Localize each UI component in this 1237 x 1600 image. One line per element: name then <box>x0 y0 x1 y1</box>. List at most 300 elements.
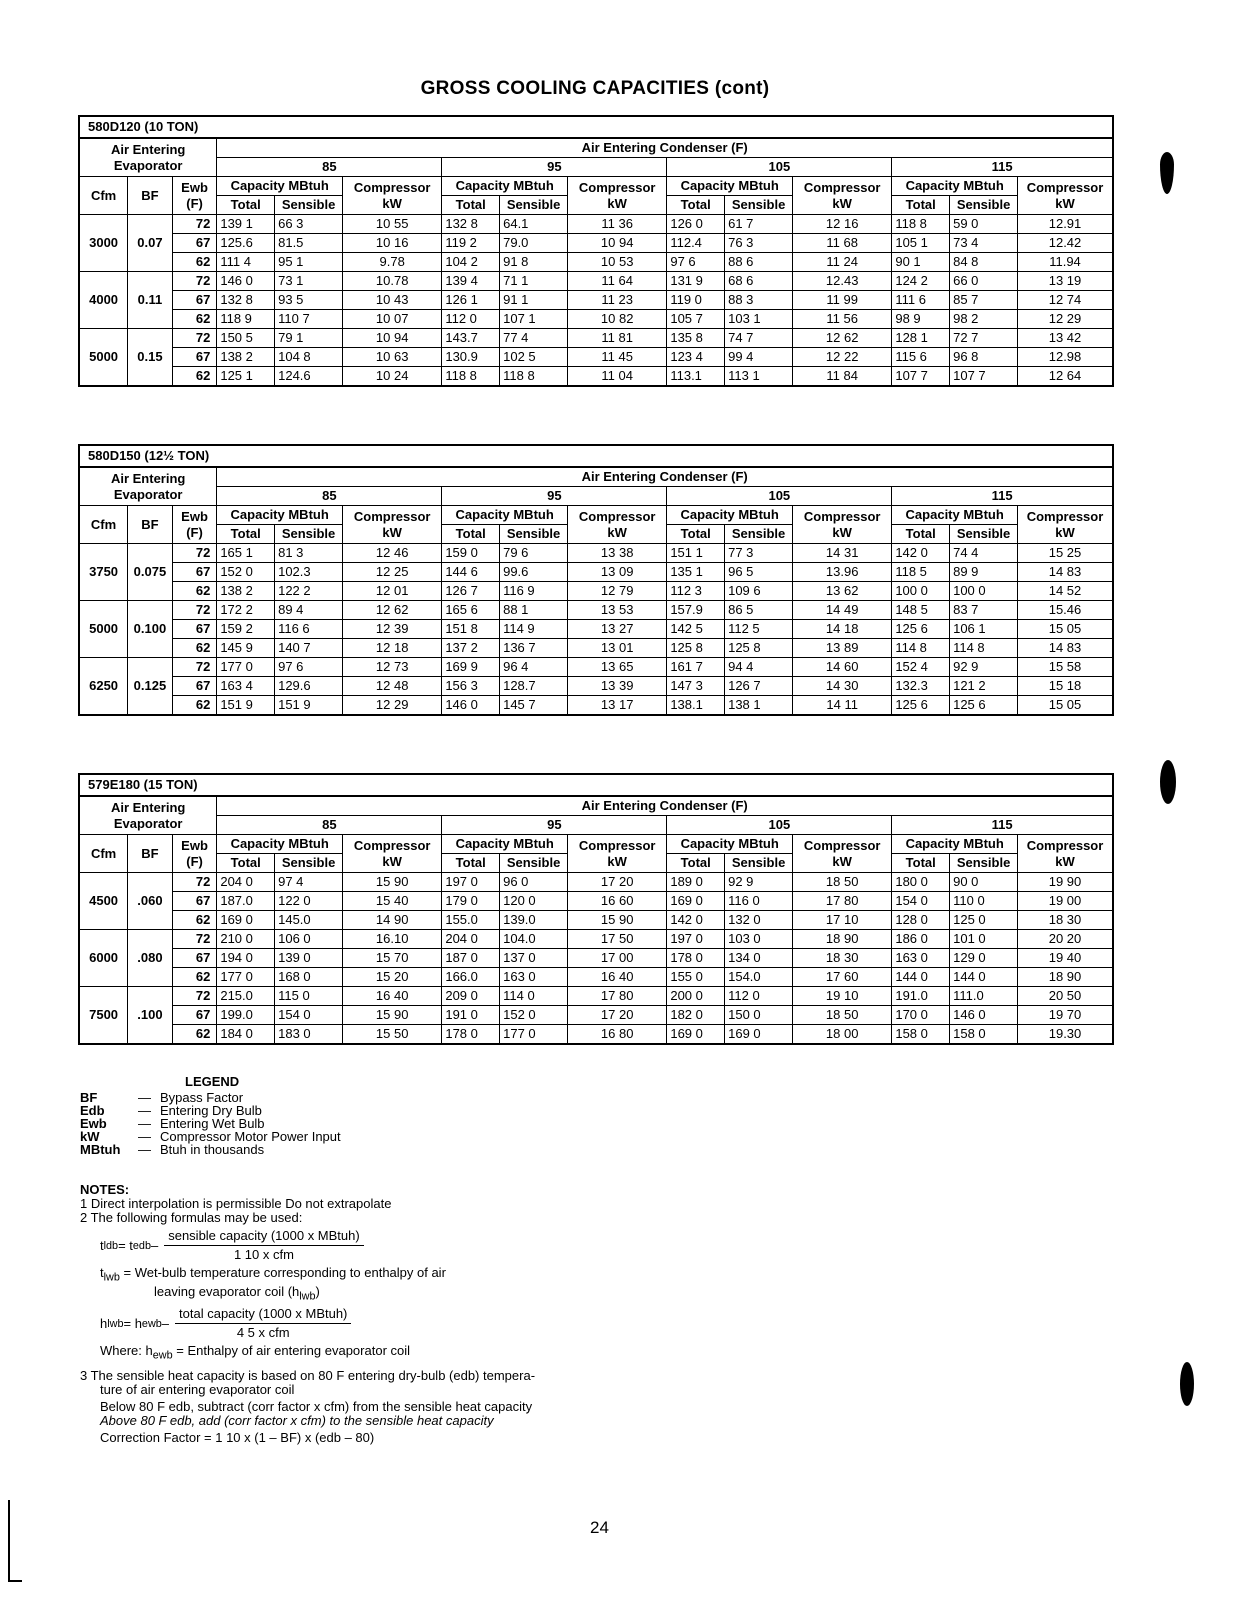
condenser-temp-header: 115 <box>892 487 1113 506</box>
compressor-kw-value: 14 18 <box>793 620 892 639</box>
total-capacity-value: 111 4 <box>217 253 275 272</box>
sensible-capacity-value: 163 0 <box>500 968 568 987</box>
total-capacity-value: 161 7 <box>667 658 725 677</box>
table-580d150 <box>78 444 1114 716</box>
total-capacity-value: 142 5 <box>667 620 725 639</box>
air-entering-evaporator-header: Air Entering Evaporator <box>79 138 217 177</box>
total-capacity-value: 169 0 <box>667 892 725 911</box>
compressor-kw-value: 12 22 <box>793 348 892 367</box>
sensible-capacity-value: 116 0 <box>725 892 793 911</box>
sensible-capacity-value: 85 7 <box>950 291 1018 310</box>
sensible-capacity-value: 151 9 <box>275 696 343 716</box>
ewb-header: Ewb (F) <box>172 177 217 215</box>
compressor-kw-value: 11 68 <box>793 234 892 253</box>
ewb-header: Ewb (F) <box>172 835 217 873</box>
compressor-kw-value: 20 50 <box>1018 987 1113 1006</box>
bf-value: 0.07 <box>128 215 173 272</box>
total-capacity-value: 105 7 <box>667 310 725 329</box>
sensible-capacity-value: 177 0 <box>500 1025 568 1045</box>
total-capacity-value: 124 2 <box>892 272 950 291</box>
ewb-value: 72 <box>172 544 217 563</box>
ewb-value: 67 <box>172 949 217 968</box>
sensible-capacity-value: 169 0 <box>725 1025 793 1045</box>
total-header: Total <box>667 854 725 873</box>
compressor-kw-value: 12 16 <box>793 215 892 234</box>
condenser-temp-header: 95 <box>442 158 667 177</box>
total-capacity-value: 180 0 <box>892 873 950 892</box>
cfm-value: 3750 <box>79 544 128 601</box>
sensible-capacity-value: 124.6 <box>275 367 343 387</box>
compressor-kw-value: 13 38 <box>568 544 667 563</box>
table-row <box>79 930 1113 949</box>
compressor-kw-value: 11 04 <box>568 367 667 387</box>
compressor-kw-value: 12 73 <box>343 658 442 677</box>
sensible-capacity-value: 113 1 <box>725 367 793 387</box>
total-capacity-value: 197 0 <box>442 873 500 892</box>
total-capacity-value: 143.7 <box>442 329 500 348</box>
compressor-kw-value: 19 90 <box>1018 873 1113 892</box>
compressor-kw-value: 11 81 <box>568 329 667 348</box>
compressor-kw-value: 12.42 <box>1018 234 1113 253</box>
sensible-capacity-value: 89 4 <box>275 601 343 620</box>
table-row <box>79 272 1113 291</box>
compressor-kw-value: 12 62 <box>793 329 892 348</box>
total-capacity-value: 142 0 <box>892 544 950 563</box>
ewb-value: 67 <box>172 291 217 310</box>
table-row <box>79 348 1113 367</box>
sensible-header: Sensible <box>500 196 568 215</box>
sensible-header: Sensible <box>725 196 793 215</box>
compressor-kw-value: 14 83 <box>1018 563 1114 582</box>
compressor-kw-value: 18 00 <box>793 1025 892 1045</box>
capacity-header: Capacity MBtuh <box>667 835 793 854</box>
compressor-kw-value: 18 30 <box>793 949 892 968</box>
compressor-header: Compressor kW <box>1018 177 1113 215</box>
ewb-value: 67 <box>172 348 217 367</box>
sensible-capacity-value: 86 5 <box>725 601 793 620</box>
total-header: Total <box>217 525 275 544</box>
capacity-header: Capacity MBtuh <box>217 506 343 525</box>
total-capacity-value: 151 8 <box>442 620 500 639</box>
compressor-kw-value: 12 79 <box>568 582 667 601</box>
sensible-capacity-value: 73 4 <box>950 234 1018 253</box>
table-row <box>79 1025 1113 1045</box>
air-entering-evaporator-header: Air Entering Evaporator <box>79 467 217 506</box>
bf-header: BF <box>128 506 173 544</box>
compressor-kw-value: 18 90 <box>793 930 892 949</box>
table-row <box>79 658 1113 677</box>
sensible-capacity-value: 114 8 <box>950 639 1018 658</box>
compressor-kw-value: 15.46 <box>1018 601 1114 620</box>
compressor-header: Compressor kW <box>568 835 667 873</box>
total-capacity-value: 130.9 <box>442 348 500 367</box>
total-capacity-value: 150 5 <box>217 329 275 348</box>
table-row <box>79 601 1113 620</box>
total-capacity-value: 197 0 <box>667 930 725 949</box>
total-capacity-value: 126 7 <box>442 582 500 601</box>
sensible-capacity-value: 97 6 <box>275 658 343 677</box>
sensible-capacity-value: 134 0 <box>725 949 793 968</box>
cfm-value: 6000 <box>79 930 128 987</box>
compressor-kw-value: 13 62 <box>793 582 892 601</box>
total-capacity-value: 132.3 <box>892 677 950 696</box>
compressor-kw-value: 12 62 <box>343 601 442 620</box>
sensible-capacity-value: 152 0 <box>500 1006 568 1025</box>
total-capacity-value: 194 0 <box>217 949 275 968</box>
total-capacity-value: 159 0 <box>442 544 500 563</box>
compressor-kw-value: 11 36 <box>568 215 667 234</box>
compressor-kw-value: 14 52 <box>1018 582 1114 601</box>
total-capacity-value: 142 0 <box>667 911 725 930</box>
total-capacity-value: 158 0 <box>892 1025 950 1045</box>
sensible-capacity-value: 139.0 <box>500 911 568 930</box>
table-row <box>79 639 1113 658</box>
total-capacity-value: 147 3 <box>667 677 725 696</box>
table-row <box>79 968 1113 987</box>
condenser-temp-header: 105 <box>667 158 892 177</box>
ewb-value: 72 <box>172 873 217 892</box>
sensible-header: Sensible <box>725 525 793 544</box>
total-capacity-value: 215.0 <box>217 987 275 1006</box>
total-header: Total <box>892 525 950 544</box>
compressor-kw-value: 17 60 <box>793 968 892 987</box>
sensible-capacity-value: 110 7 <box>275 310 343 329</box>
bf-value: .060 <box>128 873 173 930</box>
sensible-capacity-value: 118 8 <box>500 367 568 387</box>
capacity-header: Capacity MBtuh <box>442 506 568 525</box>
compressor-kw-value: 11 23 <box>568 291 667 310</box>
sensible-capacity-value: 76 3 <box>725 234 793 253</box>
bf-value: 0.11 <box>128 272 173 329</box>
table-row <box>79 696 1113 716</box>
bf-value: 0.15 <box>128 329 173 387</box>
compressor-kw-value: 16 40 <box>343 987 442 1006</box>
compressor-kw-value: 10 82 <box>568 310 667 329</box>
formula-tldb: t ldb = t edb – $\frac{\text{sensible capacity (1000 x MBtuh)}}{\text{1 10 x cfm}}$ <box>100 1229 640 1262</box>
cfm-value: 5000 <box>79 329 128 387</box>
compressor-kw-value: 19.30 <box>1018 1025 1113 1045</box>
sensible-capacity-value: 106 0 <box>275 930 343 949</box>
compressor-kw-value: 11.94 <box>1018 253 1113 272</box>
sensible-capacity-value: 102.3 <box>275 563 343 582</box>
scan-mark <box>1160 152 1174 194</box>
cfm-header: Cfm <box>79 506 128 544</box>
compressor-kw-value: 11 45 <box>568 348 667 367</box>
air-entering-evaporator-header: Air Entering Evaporator <box>79 796 217 835</box>
condenser-temp-header: 105 <box>667 487 892 506</box>
table-row <box>79 329 1113 348</box>
total-capacity-value: 155 0 <box>667 968 725 987</box>
fraction: $\frac{\text{total capacity (1000 x MBtuh)}}{\text{4 5 x cfm}}$ <box>175 1307 351 1340</box>
ewb-value: 67 <box>172 234 217 253</box>
total-capacity-value: 128 0 <box>892 911 950 930</box>
sensible-capacity-value: 150 0 <box>725 1006 793 1025</box>
sensible-capacity-value: 146 0 <box>950 1006 1018 1025</box>
notes-title: NOTES: <box>80 1182 130 1197</box>
bf-header: BF <box>128 177 173 215</box>
table-row <box>79 563 1113 582</box>
scan-mark <box>1160 760 1176 804</box>
table-row <box>79 215 1113 234</box>
sensible-capacity-value: 111.0 <box>950 987 1018 1006</box>
compressor-kw-value: 15 40 <box>343 892 442 911</box>
compressor-kw-value: 17 00 <box>568 949 667 968</box>
table-row <box>79 367 1113 387</box>
note-2: 2 The following formulas may be used: <box>80 1210 303 1225</box>
total-capacity-value: 113.1 <box>667 367 725 387</box>
compressor-kw-value: 16.10 <box>343 930 442 949</box>
ewb-value: 72 <box>172 272 217 291</box>
compressor-kw-value: 14 49 <box>793 601 892 620</box>
sensible-capacity-value: 79 1 <box>275 329 343 348</box>
total-capacity-value: 145 9 <box>217 639 275 658</box>
total-capacity-value: 163 4 <box>217 677 275 696</box>
air-entering-condenser-header: Air Entering Condenser (F) <box>217 796 1113 816</box>
total-capacity-value: 187.0 <box>217 892 275 911</box>
compressor-kw-value: 15 90 <box>343 1006 442 1025</box>
note-3a: 3 The sensible heat capacity is based on 80 F entering dry-bulb (edb) tempera- <box>80 1367 536 1383</box>
sensible-capacity-value: 77 4 <box>500 329 568 348</box>
sensible-capacity-value: 132 0 <box>725 911 793 930</box>
capacity-table <box>78 773 1114 1045</box>
total-capacity-value: 191 0 <box>442 1006 500 1025</box>
sensible-capacity-value: 99.6 <box>500 563 568 582</box>
compressor-kw-value: 10 55 <box>343 215 442 234</box>
total-capacity-value: 112 3 <box>667 582 725 601</box>
capacity-table <box>78 444 1114 716</box>
total-capacity-value: 157.9 <box>667 601 725 620</box>
capacity-header: Capacity MBtuh <box>442 835 568 854</box>
sensible-capacity-value: 120 0 <box>500 892 568 911</box>
total-capacity-value: 123 4 <box>667 348 725 367</box>
sensible-capacity-value: 92 9 <box>725 873 793 892</box>
sensible-capacity-value: 66 3 <box>275 215 343 234</box>
total-capacity-value: 104 2 <box>442 253 500 272</box>
sensible-capacity-value: 64.1 <box>500 215 568 234</box>
total-capacity-value: 146 0 <box>442 696 500 716</box>
total-capacity-value: 125 6 <box>892 696 950 716</box>
compressor-kw-value: 10 63 <box>343 348 442 367</box>
legend <box>80 1075 341 1156</box>
table-580d120 <box>78 115 1114 387</box>
compressor-kw-value: 19 10 <box>793 987 892 1006</box>
table-row <box>79 582 1113 601</box>
capacity-header: Capacity MBtuh <box>667 177 793 196</box>
total-capacity-value: 178 0 <box>667 949 725 968</box>
compressor-kw-value: 14 90 <box>343 911 442 930</box>
total-capacity-value: 146 0 <box>217 272 275 291</box>
compressor-kw-value: 15 90 <box>343 873 442 892</box>
total-header: Total <box>442 196 500 215</box>
sensible-capacity-value: 84 8 <box>950 253 1018 272</box>
total-capacity-value: 138 2 <box>217 582 275 601</box>
sensible-capacity-value: 144 0 <box>950 968 1018 987</box>
total-capacity-value: 114 8 <box>892 639 950 658</box>
bf-value: 0.075 <box>128 544 173 601</box>
sensible-header: Sensible <box>500 854 568 873</box>
compressor-kw-value: 10.78 <box>343 272 442 291</box>
page-title: GROSS COOLING CAPACITIES (cont) <box>420 78 770 99</box>
compressor-kw-value: 11 24 <box>793 253 892 272</box>
sensible-capacity-value: 94 4 <box>725 658 793 677</box>
sensible-capacity-value: 138 1 <box>725 696 793 716</box>
sensible-capacity-value: 81 3 <box>275 544 343 563</box>
compressor-kw-value: 12.43 <box>793 272 892 291</box>
condenser-temp-header: 105 <box>667 816 892 835</box>
sensible-capacity-value: 66 0 <box>950 272 1018 291</box>
ewb-value: 67 <box>172 620 217 639</box>
sensible-capacity-value: 128.7 <box>500 677 568 696</box>
total-capacity-value: 98 9 <box>892 310 950 329</box>
total-capacity-value: 199.0 <box>217 1006 275 1025</box>
compressor-kw-value: 13 89 <box>793 639 892 658</box>
cfm-value: 5000 <box>79 601 128 658</box>
cfm-value: 3000 <box>79 215 128 272</box>
notes <box>80 1183 640 1445</box>
compressor-kw-value: 19 00 <box>1018 892 1113 911</box>
compressor-header: Compressor kW <box>343 177 442 215</box>
condenser-temp-header: 85 <box>217 158 442 177</box>
ewb-value: 72 <box>172 329 217 348</box>
total-capacity-value: 135 1 <box>667 563 725 582</box>
ewb-value: 62 <box>172 968 217 987</box>
compressor-kw-value: 13 65 <box>568 658 667 677</box>
compressor-kw-value: 12.98 <box>1018 348 1113 367</box>
compressor-kw-value: 12 18 <box>343 639 442 658</box>
table-row <box>79 253 1113 272</box>
condenser-temp-header: 85 <box>217 816 442 835</box>
total-capacity-value: 170 0 <box>892 1006 950 1025</box>
sensible-capacity-value: 71 1 <box>500 272 568 291</box>
table-row <box>79 291 1113 310</box>
sensible-capacity-value: 88 1 <box>500 601 568 620</box>
cfm-header: Cfm <box>79 835 128 873</box>
compressor-kw-value: 19 70 <box>1018 1006 1113 1025</box>
sensible-capacity-value: 79.0 <box>500 234 568 253</box>
total-capacity-value: 112.4 <box>667 234 725 253</box>
ewb-value: 67 <box>172 677 217 696</box>
ewb-value: 62 <box>172 310 217 329</box>
total-capacity-value: 156 3 <box>442 677 500 696</box>
ewb-value: 62 <box>172 639 217 658</box>
bf-value: .080 <box>128 930 173 987</box>
total-capacity-value: 152 4 <box>892 658 950 677</box>
ewb-value: 72 <box>172 658 217 677</box>
total-capacity-value: 169 0 <box>667 1025 725 1045</box>
compressor-header: Compressor kW <box>1018 506 1114 544</box>
sensible-capacity-value: 154.0 <box>725 968 793 987</box>
compressor-header: Compressor kW <box>568 177 667 215</box>
fraction: $\frac{\text{sensible capacity (1000 x MBtuh)}}{\text{1 10 x cfm}}$ <box>164 1229 363 1262</box>
bf-value: .100 <box>128 987 173 1045</box>
sensible-header: Sensible <box>275 525 343 544</box>
legend-item: Edb — Entering Dry Bulb <box>80 1103 262 1118</box>
sensible-capacity-value: 61 7 <box>725 215 793 234</box>
compressor-kw-value: 15 58 <box>1018 658 1114 677</box>
sensible-capacity-value: 90 0 <box>950 873 1018 892</box>
compressor-kw-value: 10 94 <box>343 329 442 348</box>
sensible-capacity-value: 79 6 <box>500 544 568 563</box>
compressor-kw-value: 17 50 <box>568 930 667 949</box>
compressor-kw-value: 17 80 <box>568 987 667 1006</box>
sensible-capacity-value: 109 6 <box>725 582 793 601</box>
total-header: Total <box>892 854 950 873</box>
total-capacity-value: 97 6 <box>667 253 725 272</box>
sensible-capacity-value: 125 0 <box>950 911 1018 930</box>
compressor-kw-value: 19 40 <box>1018 949 1113 968</box>
compressor-kw-value: 12 74 <box>1018 291 1113 310</box>
compressor-kw-value: 18 50 <box>793 1006 892 1025</box>
total-capacity-value: 178 0 <box>442 1025 500 1045</box>
total-header: Total <box>442 525 500 544</box>
sensible-header: Sensible <box>275 196 343 215</box>
total-capacity-value: 125 6 <box>892 620 950 639</box>
total-capacity-value: 177 0 <box>217 658 275 677</box>
total-capacity-value: 154 0 <box>892 892 950 911</box>
compressor-header: Compressor kW <box>793 177 892 215</box>
compressor-kw-value: 12 29 <box>1018 310 1113 329</box>
sensible-capacity-value: 74 7 <box>725 329 793 348</box>
sensible-header: Sensible <box>275 854 343 873</box>
compressor-kw-value: 14 30 <box>793 677 892 696</box>
condenser-temp-header: 115 <box>892 816 1113 835</box>
sensible-header: Sensible <box>500 525 568 544</box>
ewb-value: 72 <box>172 601 217 620</box>
total-capacity-value: 138.1 <box>667 696 725 716</box>
compressor-kw-value: 11 56 <box>793 310 892 329</box>
total-capacity-value: 159 2 <box>217 620 275 639</box>
tlwb-definition: $t_{lwb}$ = Wet-bulb temperature corresponding to enthalpy of air leaving evaporator coil $(h_{lwb})$ <box>100 1265 446 1303</box>
sensible-capacity-value: 115 0 <box>275 987 343 1006</box>
capacity-header: Capacity MBtuh <box>892 506 1018 525</box>
total-capacity-value: 189 0 <box>667 873 725 892</box>
sensible-capacity-value: 102 5 <box>500 348 568 367</box>
cfm-header: Cfm <box>79 177 128 215</box>
sensible-capacity-value: 126 7 <box>725 677 793 696</box>
compressor-kw-value: 17 80 <box>793 892 892 911</box>
compressor-kw-value: 10 24 <box>343 367 442 387</box>
compressor-kw-value: 14 31 <box>793 544 892 563</box>
capacity-header: Capacity MBtuh <box>892 177 1018 196</box>
compressor-kw-value: 18 30 <box>1018 911 1113 930</box>
total-capacity-value: 105 1 <box>892 234 950 253</box>
sensible-capacity-value: 122 0 <box>275 892 343 911</box>
cfm-value: 6250 <box>79 658 128 716</box>
total-capacity-value: 169 9 <box>442 658 500 677</box>
sensible-capacity-value: 98 2 <box>950 310 1018 329</box>
capacity-header: Capacity MBtuh <box>442 177 568 196</box>
legend-item: Ewb — Entering Wet Bulb <box>80 1116 265 1131</box>
total-header: Total <box>667 525 725 544</box>
total-capacity-value: 191.0 <box>892 987 950 1006</box>
compressor-kw-value: 13 17 <box>568 696 667 716</box>
sensible-capacity-value: 112 0 <box>725 987 793 1006</box>
total-capacity-value: 200 0 <box>667 987 725 1006</box>
sensible-capacity-value: 139 0 <box>275 949 343 968</box>
condenser-temp-header: 95 <box>442 487 667 506</box>
sensible-capacity-value: 136 7 <box>500 639 568 658</box>
sensible-capacity-value: 88 3 <box>725 291 793 310</box>
table-row <box>79 677 1113 696</box>
sensible-capacity-value: 137 0 <box>500 949 568 968</box>
compressor-header: Compressor kW <box>343 835 442 873</box>
compressor-kw-value: 12 64 <box>1018 367 1113 387</box>
legend-item: kW — Compressor Motor Power Input <box>80 1129 341 1144</box>
compressor-kw-value: 16 80 <box>568 1025 667 1045</box>
total-capacity-value: 115 6 <box>892 348 950 367</box>
compressor-kw-value: 10 53 <box>568 253 667 272</box>
sensible-capacity-value: 104.0 <box>500 930 568 949</box>
